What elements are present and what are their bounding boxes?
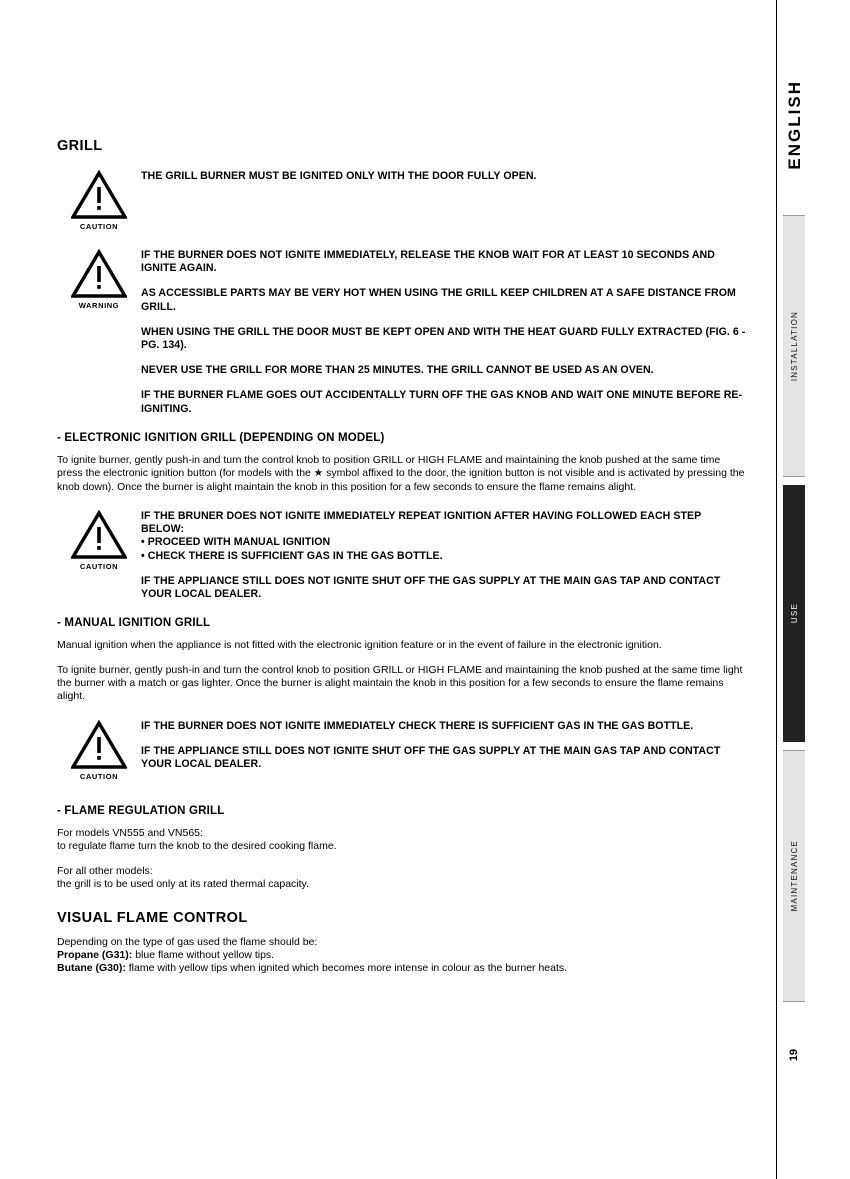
- caution-block-3-text: [141, 718, 747, 772]
- flame-regulation-other-detail: the grill is to be used only at its rated thermal capacity.: [57, 878, 309, 891]
- caution-1-line-1: THE GRILL BURNER MUST BE IGNITED ONLY WITH THE DOOR FULLY OPEN.: [141, 170, 537, 182]
- warning-block-text: [141, 247, 747, 416]
- warning-triangle-icon: [71, 720, 127, 770]
- page-number: [783, 1025, 805, 1085]
- caution-3-line-1: IF THE BURNER DOES NOT IGNITE IMMEDIATELY CHECK THERE IS SUFFICIENT GAS IN THE GAS BOTTLE.: [141, 719, 694, 732]
- caution-block-1-text: [141, 168, 747, 183]
- side-tab-column: [783, 60, 807, 1130]
- heading-manual-ignition: - MANUAL IGNITION GRILL: [57, 617, 211, 630]
- warning-icon-1-caption: WARNING: [78, 301, 120, 310]
- language-text: ENGLISH: [785, 80, 804, 170]
- flame-regulation-models-detail: to regulate flame turn the knob to the desired cooking flame.: [57, 840, 337, 853]
- warning-block-grill: [57, 247, 747, 416]
- caution-2-bullet-1: • PROCEED WITH MANUAL IGNITION: [141, 536, 331, 549]
- side-tab-use[interactable]: [783, 485, 805, 742]
- caution-3-line-2: IF THE APPLIANCE STILL DOES NOT IGNITE SHUT OFF THE GAS SUPPLY AT THE MAIN GAS TAP AND CONTACT YOUR LOCAL DEALER.: [141, 745, 721, 771]
- propane-text: blue flame without yellow tips.: [135, 948, 275, 961]
- caution-block-electronic: [57, 508, 747, 601]
- page-title: GRILL: [57, 138, 103, 154]
- flame-regulation-group-1: [57, 827, 747, 854]
- propane-label: Propane (G31):: [57, 948, 133, 961]
- caution-2-line-2: IF THE APPLIANCE STILL DOES NOT IGNITE SHUT OFF THE GAS SUPPLY AT THE MAIN GAS TAP AND CONTACT YOUR LOCAL DEALER.: [141, 574, 721, 601]
- warning-line-2: AS ACCESSIBLE PARTS MAY BE VERY HOT WHEN USING THE GRILL KEEP CHILDREN AT A SAFE DISTANCE FROM GRILL.: [141, 287, 736, 313]
- caution-block-manual: [57, 718, 747, 781]
- electronic-ignition-paragraph: To ignite burner, gently push-in and turn the control knob to position GRILL or HIGH FLAME and maintaining the knob pushed at the same time press the electronic ignition button (for models with the ★ symbol affixed to the door, the ignition button is not visible and is activated by pressing the knob down). Once the burner is alight maintain the knob in this position for a few seconds to ensure the flame remains alight.: [57, 453, 745, 493]
- manual-ignition-paragraph-2: To ignite burner, gently push-in and turn the control knob to position GRILL or HIGH FLAME and maintaining the knob pushed at the same time light the burner with a match or gas lighter. Once the burner is alight maintain the knob in this position for a few seconds to ensure the flame remains alight.: [57, 663, 743, 703]
- warning-triangle-icon: [71, 170, 127, 220]
- flame-regulation-other-line: For all other models:: [57, 864, 153, 877]
- side-tab-installation-label: INSTALLATION: [789, 310, 799, 382]
- side-tab-use-label: USE: [789, 603, 799, 624]
- caution-icon-3: [57, 718, 141, 781]
- language-label: [779, 60, 811, 190]
- caution-icon-2-caption: CAUTION: [79, 562, 119, 572]
- caution-icon-2: [57, 508, 141, 571]
- page-content: [57, 138, 747, 976]
- page-vertical-rule: [776, 0, 777, 1179]
- warning-icon-1: [57, 247, 141, 310]
- side-tab-installation[interactable]: [783, 215, 805, 477]
- page-number-text: 19: [788, 1048, 800, 1062]
- caution-2-bullet-2: • CHECK THERE IS SUFFICIENT GAS IN THE GAS BOTTLE.: [141, 549, 443, 562]
- side-tab-maintenance-label: MAINTENANCE: [789, 840, 799, 912]
- warning-triangle-icon: [71, 249, 127, 299]
- caution-icon-3-caption: CAUTION: [79, 771, 119, 781]
- warning-line-4: NEVER USE THE GRILL FOR MORE THAN 25 MINUTES. THE GRILL CANNOT BE USED AS AN OVEN.: [141, 364, 654, 377]
- manual-ignition-paragraph-1: Manual ignition when the appliance is not fitted with the electronic ignition feature or in the event of failure in the electronic ignition.: [57, 639, 662, 652]
- warning-line-5: IF THE BURNER FLAME GOES OUT ACCIDENTALLY TURN OFF THE GAS KNOB AND WAIT ONE MINUTE BEFORE RE-IGNITING.: [141, 389, 743, 415]
- heading-electronic-ignition: - ELECTRONIC IGNITION GRILL (DEPENDING ON MODEL): [57, 431, 385, 444]
- caution-icon-1: [57, 168, 141, 231]
- warning-triangle-icon: [71, 510, 127, 560]
- warning-line-1: IF THE BURNER DOES NOT IGNITE IMMEDIATELY, RELEASE THE KNOB WAIT FOR AT LEAST 10 SECONDS AND IGNITE AGAIN.: [141, 249, 715, 275]
- caution-icon-1-caption: CAUTION: [79, 222, 119, 231]
- warning-line-3: WHEN USING THE GRILL THE DOOR MUST BE KEPT OPEN AND WITH THE HEAT GUARD FULLY EXTRACTED (FIG. 6 - PG. 134).: [141, 325, 746, 352]
- caution-2-line-1: IF THE BRUNER DOES NOT IGNITE IMMEDIATELY REPEAT IGNITION AFTER HAVING FOLLOWED EACH STEP BELOW:: [141, 510, 702, 536]
- caution-block-2-text: [141, 508, 747, 601]
- flame-regulation-group-2: [57, 865, 747, 892]
- heading-visual-flame-control: VISUAL FLAME CONTROL: [57, 909, 248, 926]
- visual-flame-propane-row: [57, 949, 747, 962]
- butane-label: Butane (G30):: [57, 962, 126, 975]
- side-tab-maintenance[interactable]: [783, 750, 805, 1002]
- flame-regulation-models-line: For models VN555 and VN565:: [57, 826, 203, 839]
- butane-text: flame with yellow tips when ignited which becomes more intense in colour as the burner heats.: [128, 962, 568, 975]
- visual-flame-butane-row: [57, 962, 747, 975]
- visual-flame-intro: Depending on the type of gas used the flame should be:: [57, 935, 318, 948]
- heading-flame-regulation: - FLAME REGULATION GRILL: [57, 804, 225, 817]
- caution-block-door-open: [57, 168, 747, 231]
